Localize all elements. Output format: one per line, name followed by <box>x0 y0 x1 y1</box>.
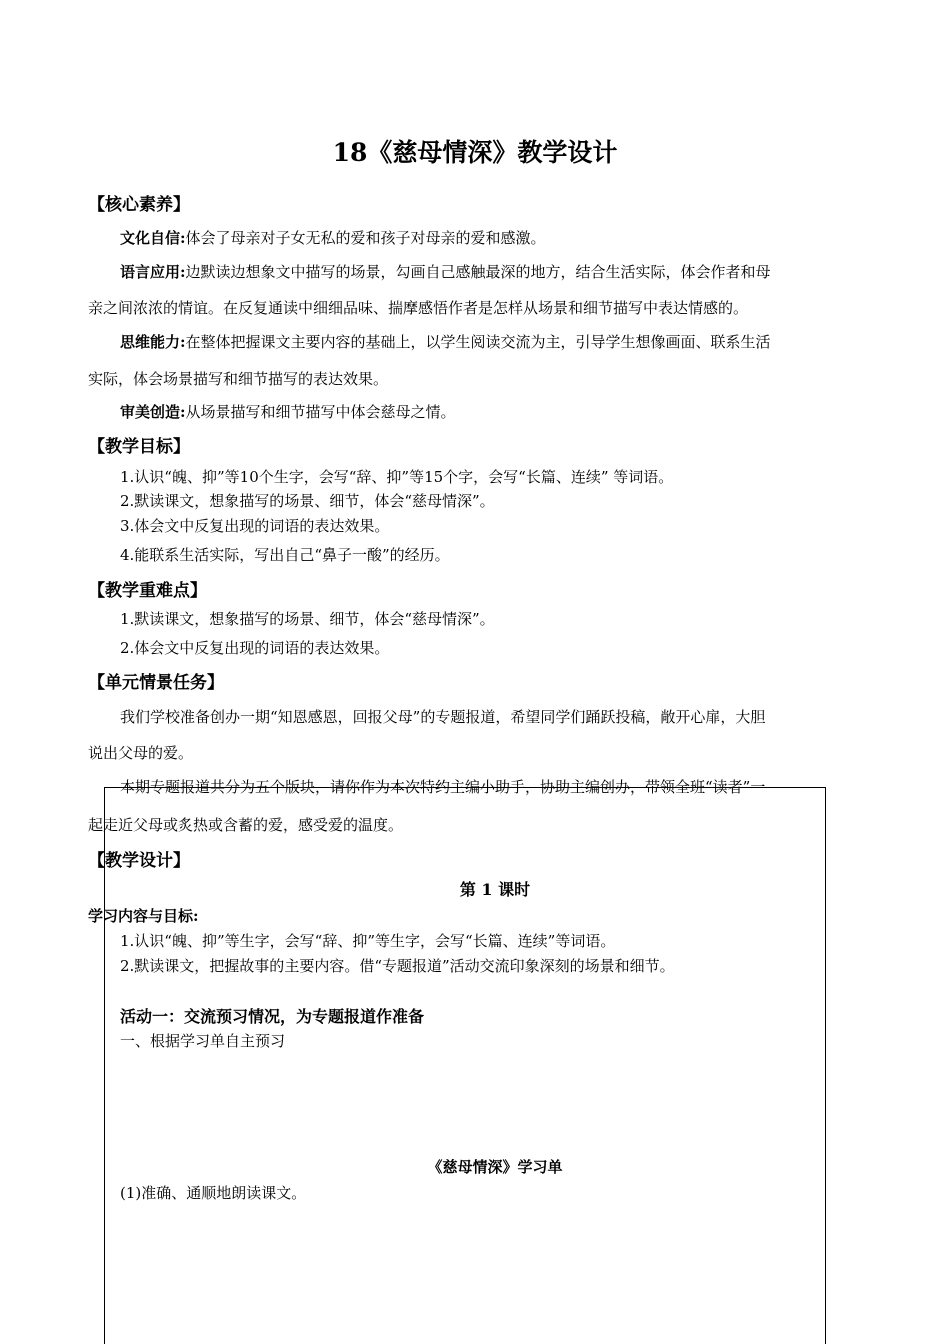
heading-key-points: 【教学重难点】 <box>88 581 207 601</box>
key-point-item: 1.默读课文，想象描写的场景、细节，体会“慈母情深”。 <box>120 610 495 628</box>
goal-item: 2.默读课文，想象描写的场景、细节，体会“慈母情深”。 <box>120 492 495 510</box>
content-item: 2.默读课文，把握故事的主要内容。借“专题报道”活动交流印象深刻的场景和细节。 <box>120 957 675 975</box>
heading-teaching-design: 【教学设计】 <box>88 851 190 871</box>
language-text-line2: 亲之间浓浓的情谊。在反复通读中细细品味、揣摩感悟作者是怎样从场景和细节描写中表达情感的。 <box>88 299 749 317</box>
unit-task-p2-line2: 起走近父母或炙热或含蓄的爱，感受爱的温度。 <box>88 816 404 834</box>
language-text-line1: 边默读边想象文中描写的场景，勾画自己感触最深的地方，结合生活实际，体会作者和母 <box>185 263 771 281</box>
language-label: 语言应用: <box>120 263 186 281</box>
goal-item: 3.体会文中反复出现的词语的表达效果。 <box>120 517 390 535</box>
content-item: 1.认识“魄、抑”等生字，会写“辞、抑”等生字，会写“长篇、连续”等词语。 <box>120 932 616 950</box>
language-paragraph <box>120 261 771 282</box>
heading-teaching-goals: 【教学目标】 <box>88 437 190 457</box>
unit-task-p1-line2: 说出父母的爱。 <box>88 744 194 762</box>
aesthetic-paragraph <box>120 401 456 422</box>
culture-label: 文化自信: <box>120 229 186 247</box>
page-title: 18《慈母情深》教学设计 <box>332 138 618 167</box>
thinking-paragraph <box>120 331 771 352</box>
worksheet-title: 《慈母情深》学习单 <box>427 1158 563 1176</box>
goal-item: 4.能联系生活实际，写出自己“鼻子一酸”的经历。 <box>120 546 450 564</box>
culture-paragraph <box>120 227 546 248</box>
unit-task-p2-line1: 本期专题报道共分为五个版块，请你作为本次特约主编小助手，协助主编创办，带领全班“读者”一 <box>120 778 766 796</box>
thinking-text-line2: 实际，体会场景描写和细节描写的表达效果。 <box>88 370 389 388</box>
key-point-item: 2.体会文中反复出现的词语的表达效果。 <box>120 639 390 657</box>
activity-title: 活动一：交流预习情况，为专题报道作准备 <box>120 1007 425 1026</box>
goal-item: 1.认识“魄、抑”等10个生字，会写“辞、抑”等15个字，会写“长篇、连续” 等词语。 <box>120 468 674 486</box>
heading-core-literacy: 【核心素养】 <box>88 195 190 215</box>
unit-task-p1-line1: 我们学校准备创办一期“知恩感恩，回报父母”的专题报道，希望同学们踊跃投稿，敞开心扉，大胆 <box>120 708 766 726</box>
heading-unit-task: 【单元情景任务】 <box>88 673 224 693</box>
activity-step: 一、根据学习单自主预习 <box>120 1032 286 1050</box>
thinking-text-line1: 在整体把握课文主要内容的基础上，以学生阅读交流为主，引导学生想像画面、联系生活 <box>185 333 771 351</box>
culture-text: 体会了母亲对子女无私的爱和孩子对母亲的爱和感激。 <box>185 229 546 247</box>
thinking-label: 思维能力: <box>120 333 186 351</box>
aesthetic-text: 从场景描写和细节描写中体会慈母之情。 <box>185 403 456 421</box>
content-label: 学习内容与目标: <box>88 907 199 925</box>
aesthetic-label: 审美创造: <box>120 403 186 421</box>
worksheet-frame <box>104 787 826 1344</box>
lesson-title: 第 1 课时 <box>459 880 531 899</box>
worksheet-item: (1)准确、通顺地朗读课文。 <box>120 1184 307 1202</box>
